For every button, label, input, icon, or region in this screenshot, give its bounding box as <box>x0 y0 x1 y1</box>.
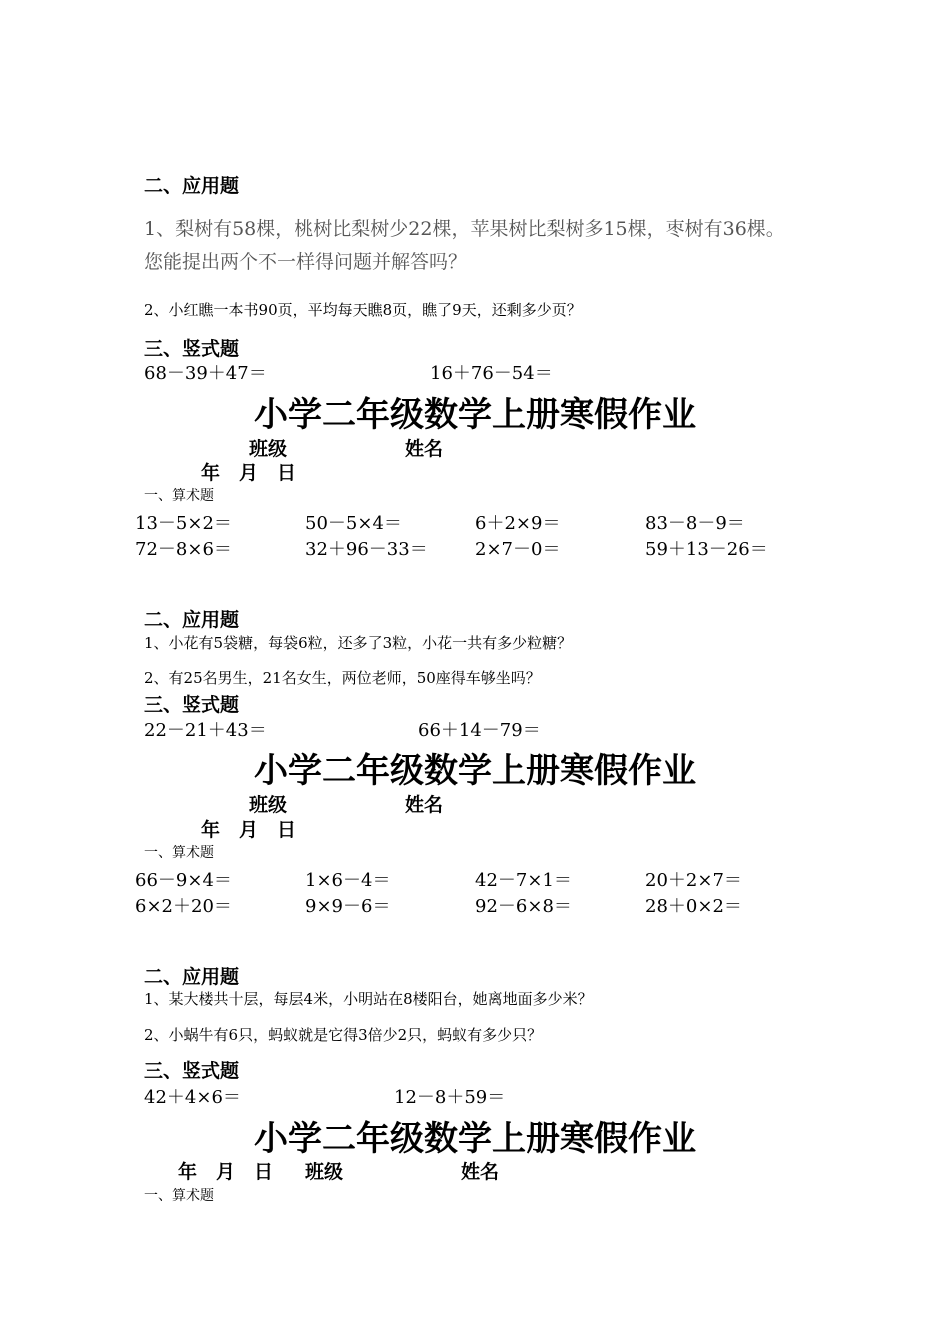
date-label: 年 月 日 <box>178 1161 274 1183</box>
class-label: 班级 <box>249 794 288 816</box>
section-heading-application: 二、应用题 <box>144 609 240 631</box>
name-label: 姓名 <box>405 794 444 816</box>
section-heading-vertical: 三、竖式题 <box>144 694 240 716</box>
section-heading-application: 二、应用题 <box>144 966 240 988</box>
arith-item: 6×2＋20＝ <box>135 896 232 917</box>
section-heading-arithmetic: 一、算术题 <box>144 845 214 861</box>
page-title: 小学二年级数学上册寒假作业 <box>254 751 696 791</box>
problem-1: 1、某大楼共十层，每层4米，小明站在8楼阳台，她离地面多少米？ <box>144 990 593 1008</box>
date-label: 年 月 日 <box>201 819 297 841</box>
page-title: 小学二年级数学上册寒假作业 <box>254 1119 696 1159</box>
section-heading-arithmetic: 一、算术题 <box>144 1188 214 1204</box>
vertical-expr-2: 66＋14－79＝ <box>418 720 541 741</box>
class-label: 班级 <box>249 438 288 460</box>
vertical-expr-2: 12－8＋59＝ <box>394 1087 506 1108</box>
vertical-expr-1: 22－21＋43＝ <box>144 720 267 741</box>
name-label: 姓名 <box>405 438 444 460</box>
problem-2: 2、小蜗牛有6只，蚂蚁就是它得3倍少2只，蚂蚁有多少只？ <box>144 1026 543 1044</box>
section-heading-arithmetic: 一、算术题 <box>144 488 214 504</box>
arith-item: 72－8×6＝ <box>135 539 232 560</box>
page-title: 小学二年级数学上册寒假作业 <box>254 395 696 435</box>
arith-item: 28＋0×2＝ <box>645 896 742 917</box>
name-label: 姓名 <box>461 1161 500 1183</box>
arith-item: 50－5×4＝ <box>305 513 402 534</box>
vertical-expr-1: 68－39＋47＝ <box>144 363 267 384</box>
vertical-expr-1: 42＋4×6＝ <box>144 1087 241 1108</box>
arith-item: 9×9－6＝ <box>305 896 391 917</box>
section-heading-vertical: 三、竖式题 <box>144 338 240 360</box>
problem-2: 2、有25名男生，21名女生，两位老师，50座得车够坐吗？ <box>144 669 541 687</box>
class-label: 班级 <box>305 1161 344 1183</box>
problem-1: 1、梨树有58棵，桃树比梨树少22棵，苹果树比梨树多15棵，枣树有36棵。您能提出两个不一样得问题并解答吗？ <box>144 218 785 273</box>
date-label: 年 月 日 <box>201 462 297 484</box>
arith-item: 1×6－4＝ <box>305 870 391 891</box>
section-heading-application: 二、应用题 <box>144 175 240 197</box>
arith-item: 83－8－9＝ <box>645 513 745 534</box>
problem-2: 2、小红瞧一本书90页，平均每天瞧8页，瞧了9天，还剩多少页？ <box>144 301 582 319</box>
arith-item: 59＋13－26＝ <box>645 539 768 560</box>
problem-1: 1、小花有5袋糖，每袋6粒，还多了3粒，小花一共有多少粒糖？ <box>144 634 573 652</box>
arith-item: 20＋2×7＝ <box>645 870 742 891</box>
arith-item: 2×7－0＝ <box>475 539 561 560</box>
arith-item: 32＋96－33＝ <box>305 539 428 560</box>
section-heading-vertical: 三、竖式题 <box>144 1060 240 1082</box>
arith-item: 92－6×8＝ <box>475 896 572 917</box>
arith-item: 66－9×4＝ <box>135 870 232 891</box>
arith-item: 42－7×1＝ <box>475 870 572 891</box>
arith-item: 6＋2×9＝ <box>475 513 561 534</box>
vertical-expr-2: 16＋76－54＝ <box>430 363 553 384</box>
arith-item: 13－5×2＝ <box>135 513 232 534</box>
